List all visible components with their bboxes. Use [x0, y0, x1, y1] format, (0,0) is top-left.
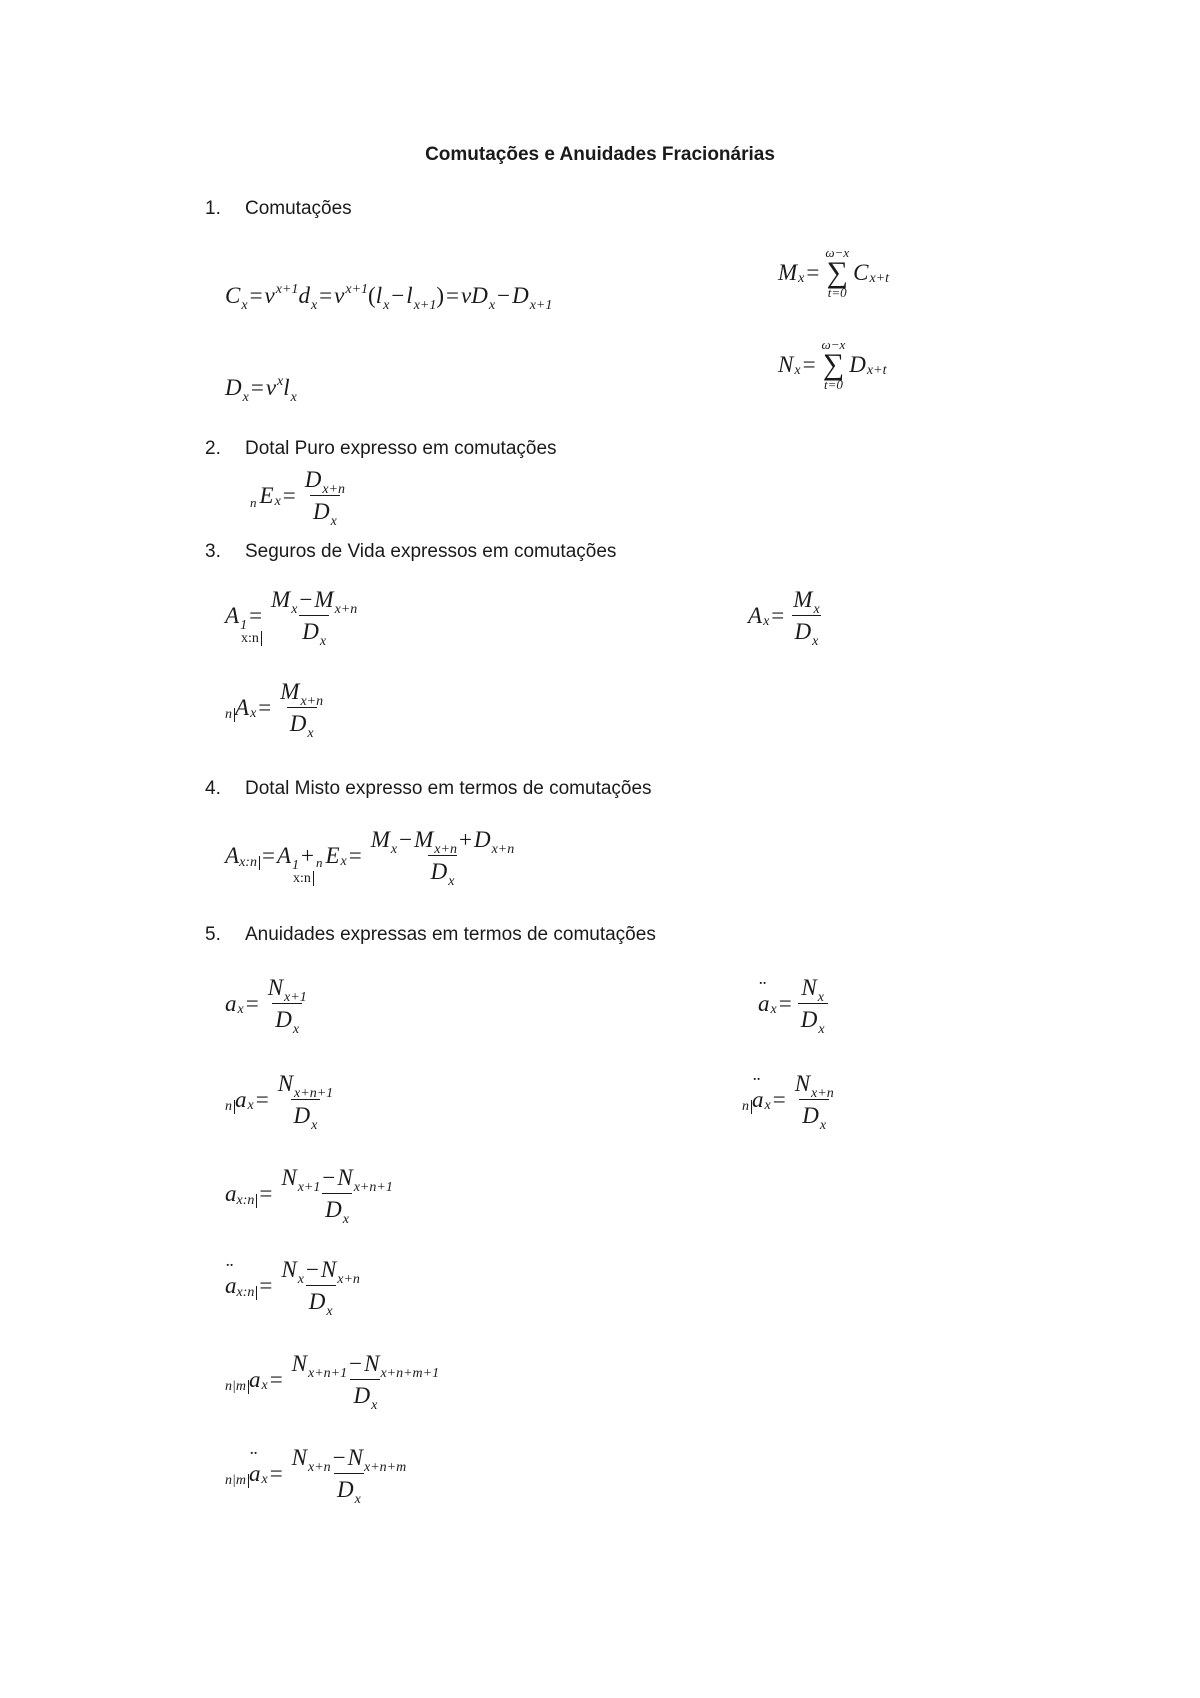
formula-annuity-immediate: a x = $\frac{N_{x+1}}{D_x}$	[225, 975, 307, 1037]
formula-term-insurance: $A_1$ x:n = $\frac{M_x-M_{x+n}}{D_x}$	[225, 587, 358, 649]
formula-pure-endowment: n E x = $\frac{D_{x+n}}{D_x}$	[250, 467, 346, 529]
section-number: 5.	[205, 924, 221, 945]
section-label: Seguros de Vida expressos em comutações	[245, 541, 617, 562]
section-label: Dotal Misto expresso em termos de comutações	[245, 778, 652, 799]
section-heading-5	[205, 924, 656, 946]
formula-whole-life: A x = $\frac{M_x}{D_x}$	[748, 587, 820, 649]
formula-deferred-annuity-due: n ¨ a x = $\frac{N_{x+n}}{D_x}$	[742, 1072, 841, 1127]
section-number: 3.	[205, 541, 221, 562]
formula-mx: M x = ω−x ∑ t=0 C x+t	[778, 245, 890, 300]
formula-temporary-annuity-immediate: a x:n = $\frac{N_{x+1}-N_{x+n+1}}{D_x}$	[225, 1165, 393, 1227]
section-label: Anuidades expressas em termos de comutações	[245, 924, 656, 945]
document-title: Comutações e Anuidades Fracionárias	[425, 144, 775, 165]
formula-nx: N x = ω−x ∑ t=0 D x+t	[778, 337, 887, 392]
formula-temporary-annuity-due: ¨ a x:n = $\frac{N_x-N_{x+n}}{D_x}$	[225, 1258, 367, 1313]
formula-cx: $C_x=v^{x+1}d_x=v^{x+1}(l_x-l_{x+1})=vD_x-D_{x+1}$	[225, 282, 553, 313]
section-heading-3	[205, 541, 616, 563]
section-label: Dotal Puro expresso em comutações	[245, 438, 557, 459]
section-number: 1.	[205, 198, 221, 219]
section-label: Comutações	[245, 198, 352, 219]
formula-deferred-temporary-annuity-due: n|m ¨ a x = $\frac{N_{x+n}-N_{x+n+m}}{D_x}$	[225, 1446, 413, 1501]
formula-annuity-due: ¨ a x = $\frac{N_x}{D_x}$	[758, 976, 832, 1031]
formula-deferred-annuity-immediate: n a x = $\frac{N_{x+n+1}}{D_x}$	[225, 1071, 334, 1133]
section-heading-4	[205, 778, 652, 800]
section-heading-1	[205, 198, 352, 220]
formula-endowment: A x:n = $A_1$ x:n + n E x = $\frac{M_x-M_{x+n}+D_{x+n}}{D_x}$	[225, 827, 515, 889]
formula-dx: $D_x=v^xl_x$	[225, 374, 297, 405]
formula-deferred-insurance: n A x = $\frac{M_{x+n}}{D_x}$	[225, 679, 324, 741]
section-number: 4.	[205, 778, 221, 799]
section-number: 2.	[205, 438, 221, 459]
formula-deferred-temporary-annuity-immediate: n|m a x = $\frac{N_{x+n+1}-N_{x+n+m+1}}{D_x}$	[225, 1351, 440, 1413]
section-heading-2	[205, 438, 557, 460]
